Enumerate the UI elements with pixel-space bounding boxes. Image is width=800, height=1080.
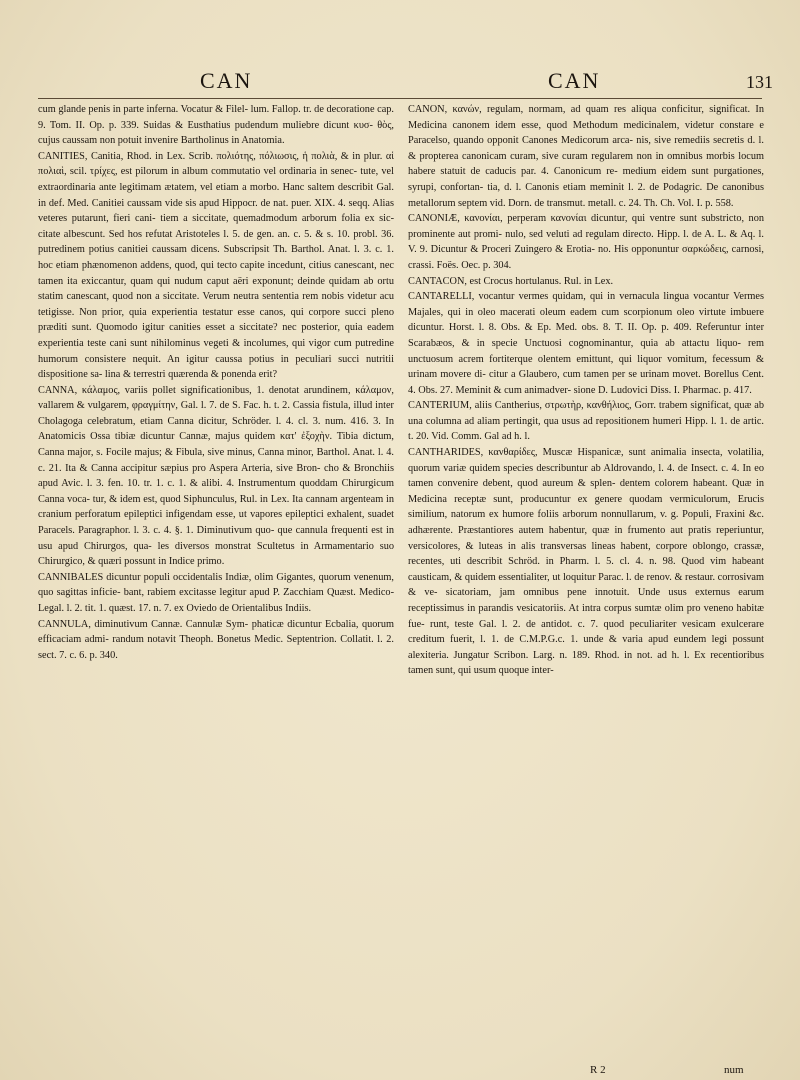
page-number: 131 [746,72,773,92]
entry-canoniae: CANONIÆ, κανονίαι, perperam κανονίαι dicuntur, qui ventre sunt substricto, non prominente aut promi- nulo, sed veluti ad regulam directo. Hipp. l. de A. L. & Aq. l. V. 9. Dicuntur & Proceri Zuingero & Erotia- no. His opponuntur σαρκώδεις, carnosi, crassi. Foës. Oec. p. 304. [408,213,764,271]
entry-cantharides: CANTHARIDES, κανθαρίδες, Muscæ Hispanicæ, sunt animalia insecta, volatilia, quorum variæ quidem species describuntur ab Aldrovando, l. 4. de Insect. c. 4. In eo tamen convenire debent, quod aureum & splen- dentem colorem habeant. Quæ in Medicina receptæ sunt, producuntur ex genere quodam vermiculorum, Erucis similium, natorum ex humore foliis arborum nonnullarum, v. g. Populi, Fraxini &c. adhærente. Præstantiores autem habentur, quæ in frumento aut pratis reperiuntur, versicolores, & luteas in alis transversas lineas habent, corpore oblongo, crassæ, recentes, uti describit Schröd. in Pharm. l. 5. cl. 4. n. 98. Quod vim habeant causticam, & quidem essentialiter, ut loquitur Parac. l. de renov. & restaur. corrosivam & ve- sicatoriam, jam omnibus pene innotuit. Unde usus externus earum receptissimus in parandis vesicatoriis. At intra corpus sumtæ olim pro veneno habitæ fue- runt, teste Gal. l. 2. de antidot. c. 7. quod peculiariter vesicam exulcerare creditum fuerit, l. 1. de C.M.P.G.c. 1. unde & varia apud eundem legi possunt alexiteria. Jungatur Scribon. Larg. n. 189. Rhod. in not. ad h. l. Ex recentioribus tamen sunt, qui usum quoque inter- [408,447,764,677]
header-rule [38,98,762,99]
entry-cantacon: CANTACON, est Crocus hortulanus. Rul. in Lex. [408,275,614,287]
entry-cunnus-end: cum glande penis in parte inferna. Vocatur & Filel- lum. Fallop. tr. de decoratione cap. 9. Tom. II. Op. p. 339. Suidas & Eusthatius pudendum muliebre dicunt κυσ- θὸς, cujus caussam non potuit invenire Bartholinus in Anatomia. [38,104,394,147]
catchword: num [724,1064,744,1076]
entry-canna: CANNA, κάλαμος, variis pollet significationibus, 1. denotat arundinem, κάλαμον, vallarem & vulgarem, φραγμίτην, Gal. l. 7. de S. Fac. h. t. 2. Cassia fistula, illud inter Cholagoga celebratum, etiam Canna dicitur, Schröder. l. 4. cl. 3. num. 416. 3. In Anatomicis Ossa tibiæ dicuntur Cannæ, majus quidem κατ' ἐξοχὴν. Tibia dictum, Canna major, s. Focile majus; & Fibula, sive minus, Canna minor, Barthol. Anat. l. 4. c. 21. Ita & Canna accipitur sæpius pro Aspera Arteria, sive Bron- cho & Bronchiis apud Avic. l. 3. fen. 10. tr. 1. c. 1. & alibi. 4. Instrumentum quoddam Chirurgicum Canna voca- tur, & idem est, quod Siphunculus, Rul. in Lex. Ita cannam argenteam in cranium perforatum epileptici infigendam esse, ut vapores epileptici exhalent, suadet Paracels. Paragraphor. l. 3. c. 4. §. 1. Diminutivum quo- que cannula frequenti est in usu apud Chirurgos, qua- les diversos monstrat Scultetus in Armamentario suo Chirurgico, & quæri possunt in Indice primo. [38,384,394,568]
entry-cantarelli: CANTARELLI, vocantur vermes quidam, qui in vernacula lingua vocantur Vermes Majales, qui in oleo macerati oleum eadem cum scorpionum oleo virtute imbuere dicuntur. Horst. l. 8. Obs. & Ep. Med. obs. 8. T. II. Op. p. 409. Referuntur inter Scarabæos, & in specie Unctuosi cognominantur, quia ab attactu liquo- rem unctuosum acrem fortiterque olentem emittunt, qui liquor vomitum, fecessum & urinam movere di- citur a Glaubero, cum tamen per se urinam movet. Borellus Cent. 4. Obs. 27. Meminit & cum animadver- sione D. Ludovici Diss. I. Pharmac. p. 417. [408,291,764,396]
signature-mark: R 2 [590,1064,606,1076]
entry-cannula: CANNULA, diminutivum Cannæ. Cannulæ Sym- phaticæ dicuntur Ecbalia, quorum efficaciam admi- randum notavit Theoph. Bonetus Medic. Septentrion. Collatit. l. 2. sect. 7. c. 6. p. 340. [38,618,394,661]
left-column [38,102,394,663]
entry-canterium: CANTERIUM, aliis Cantherius, στρωτὴρ, κανθήλιος, Gorr. trabem significat, quæ ab una columna ad aliam pertingit, qua usus ad repositionem humeri Hipp. l. 1. de artic. t. 20. Vid. Comm. Gal ad h. l. [408,400,764,443]
right-column [408,102,764,679]
running-head-left: CAN [200,68,253,93]
entry-canities: CANITIES, Canitia, Rhod. in Lex. Scrib. πολιότης, πόλιωσις, ἡ πολιὰ, & in plur. αἱ πολιαὶ, scil. τρίχες, est pilorum in album commutatio vel ordinaria in senec- tute, vel extraordinaria ante legitimam ætatem, vel etiam a morbo. Hanc saltem describit Gal. in def. Med. Canitiei caussam vide sis apud Hippocr. de nat. puer. XIX. 4. seqq. Alias veteres putarunt, fieri cani- tiem a siccitate, quemadmodum arborum folia ex sic- citate albescunt. Sed hos refutat Aristoteles l. 5. de gen. an. c. 5. & s. 10. probl. 36. putredinem potius canitiei caussam dicens. Subscripsit Th. Barthol. Anat. l. 3. c. 1. hoc etiam phænomenon addens, quod, qui tecto capite incedunt, citius canescant, nec tamen ita exiccantur, quam qui nudum caput aëri exponunt; deinde quidam ab ortu statim canescant, quod non a siccitate. Verum neutra sententia rem nobis videtur acu tetigisse. Non prior, quia experientia testatur esse canos, qui corpore succi pleno præditi sunt. Quomodo igitur canities esset a siccitate? nec posterior, quia eadem experientia teste cani sunt nihilominus vegeti & incolumes, qui vigor cum putredine humorum consistere nequit. An igitur caussa potius in peculiari succi nutritii dispositione sa- lina & terrestri quærenda & ponenda erit? [38,150,394,381]
entry-canon: CANON, κανών, regulam, normam, ad quam res aliqua conficitur, significat. In Medicina canonem idem esse, quod Methodum medicinalem, videtur constare e Paracelso, quando opponit Canones Medicorum arca- nis, sive remediis secretis d. l. & propterea canonicam curam, sive curam regularem non in omnibus morbis locum habere statuit de caducis par. 4. Canonicum re- medium eidem sunt purgationes, syrupi, confortan- tia, d. l. Canonis etiam meminit l. 2. de Podagric. De canonibus metallorum septem vid. Dorn. de transmut. metall. c. 24. Th. Ch. Vol. I. p. 558. [408,104,764,209]
entry-cannibales: CANNIBALES dicuntur populi occidentalis Indiæ, olim Gigantes, quorum venenum, quo sagittas inficie- bant, rabiem excitasse legitur apud P. Zacchiam Quæst. Medico-Legal. l. 2. tit. 1. quæst. 17. n. 7. ex Oviedo de Orientalibus Indiis. [38,571,394,614]
running-head-right: CAN [548,68,601,93]
